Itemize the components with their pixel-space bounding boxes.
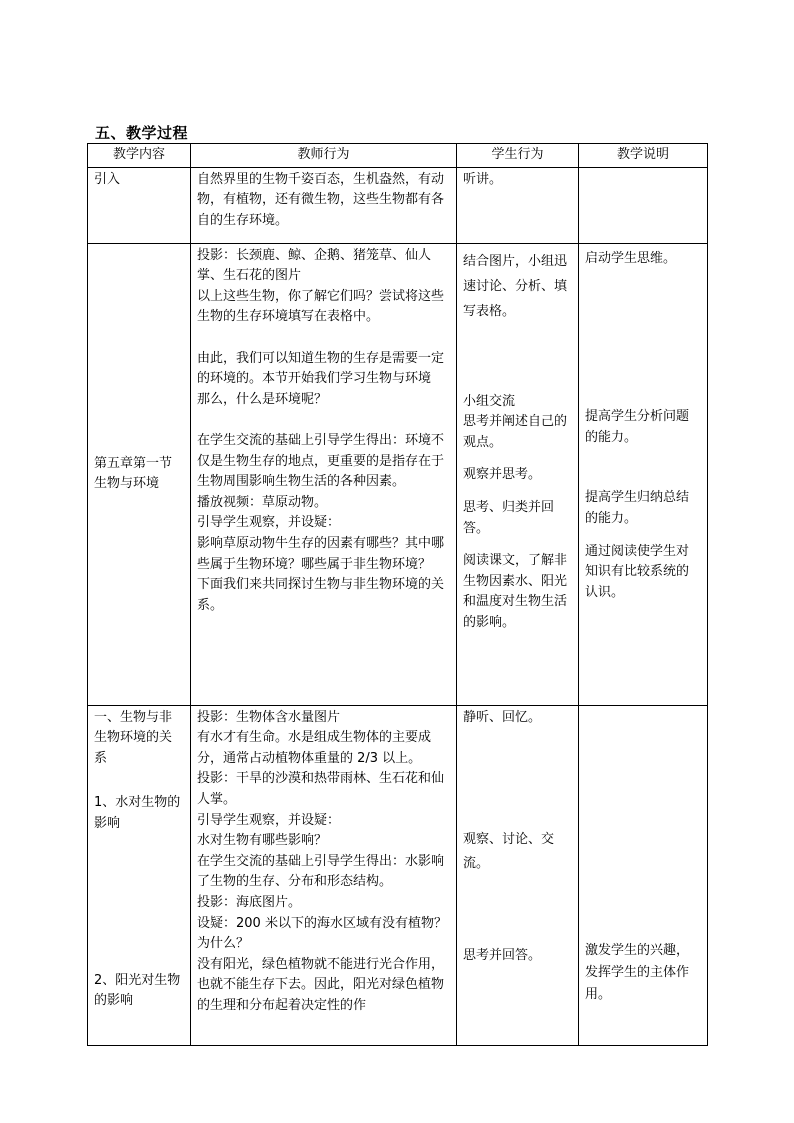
content-text: 2、阳光对生物的影响 [94,972,181,1009]
note-text: 通过阅读使学生对知识有比较系统的认识。 [585,543,690,600]
section-title: 五、教学过程 [95,124,189,142]
cell-content [88,705,191,1045]
cell-note [579,705,708,1045]
content-text: 一、生物与非生物环境的关系 [94,709,173,766]
table-row [88,705,708,1045]
cell-student [457,167,579,243]
student-text: 思考、归类并回答。 [463,499,555,536]
content-text: 第五章第一节 [94,455,173,471]
teacher-text: 引导学生观察，并设疑： [197,812,341,828]
teacher-text: 没有阳光，绿色植物就不能进行光合作用，也就不能生存下去。因此，阳光对绿色植物的生理和分布起着决定性的作 [197,956,445,1013]
student-text: 观察并思考。 [463,467,542,483]
teacher-text: 投影：长颈鹿、鲸、企鹅、猪笼草、仙人掌、生石花的图片 [197,247,432,284]
teacher-text: 投影：生物体含水量图片 [197,709,341,725]
teaching-process-table [87,143,708,1046]
header-note: 教学说明 [579,144,708,168]
cell-content [88,243,191,705]
cell-teacher [191,705,457,1045]
cell-note [579,167,708,243]
teacher-text: 有水才有生命。水是组成生物体的主要成分，通常占动植物体重量的 2/3 以上。 [197,730,432,766]
teacher-text: 在学生交流的基础上引导学生得出：水影响了生物的生存、分布和形态结构。 [197,853,445,890]
note-text: 提高学生归纳总结的能力。 [585,490,690,526]
cell-teacher [191,243,457,705]
teacher-text: 下面我们来共同探讨生物与非生物环境的关系。 [197,577,445,613]
note-text: 启动学生思维。 [585,250,677,266]
student-text: 思考并回答。 [463,948,542,964]
student-text: 静听、回忆。 [463,709,542,725]
teacher-text: 以上这些生物，你了解它们吗？尝试将这些生物的生存环境填写在表格中。 [197,288,445,325]
teacher-text: 引导学生观察，并设疑： [197,515,341,531]
student-text: 思考并阐述自己的观点。 [463,414,568,450]
teacher-text: 投影：干旱的沙漠和热带雨林、生石花和仙人掌。 [197,771,445,807]
cell-note [579,243,708,705]
teacher-text: 自然界里的生物千姿百态，生机盎然，有动物，有植物，还有微生物，这些生物都有各自的生存环境。 [197,171,445,228]
header-teacher: 教师行为 [191,144,457,168]
teacher-text: 由此，我们可以知道生物的生存是需要一定的环境的。本节开始我们学习生物与环境 [197,350,445,387]
teacher-text: 影响草原动物牛生存的因素有哪些？其中哪些属于生物环境？哪些属于非生物环境？ [197,535,445,572]
content-text: 引入 [94,171,121,187]
table-header-row [88,144,708,168]
teacher-text: 设疑：200 米以下的海水区域有没有植物？为什么？ [197,915,447,952]
cell-teacher [191,167,457,243]
teacher-text: 播放视频：草原动物。 [197,494,328,510]
cell-content [88,167,191,243]
content-text: 1、水对生物的影响 [94,795,181,831]
note-text: 激发学生的兴趣，发挥学生的主体作用。 [585,942,690,1002]
teacher-text: 投影：海底图片。 [197,894,302,910]
note-text: 提高学生分析问题的能力。 [585,409,690,445]
header-student: 学生行为 [457,144,579,168]
cell-student [457,243,579,705]
student-text: 结合图片，小组迅速讨论、分析、填写表格。 [463,253,568,319]
student-text: 小组交流 [463,393,516,409]
table-row [88,167,708,243]
teacher-text: 水对生物有哪些影响？ [197,833,328,849]
student-text: 阅读课文，了解非生物因素水、阳光和温度对生物生活的影响。 [463,553,568,630]
content-text: 生物与环境 [94,476,160,492]
header-content: 教学内容 [88,144,191,168]
table-row [88,243,708,705]
cell-student [457,705,579,1045]
student-text: 听讲。 [463,171,503,187]
teacher-text: 在学生交流的基础上引导学生得出：环境不仅是生物生存的地点，更重要的是指存在于生物周围影响生物生活的各种因素。 [197,432,445,490]
teacher-text: 那么，什么是环境呢？ [197,391,328,407]
student-text: 观察、讨论、交流。 [463,832,555,872]
